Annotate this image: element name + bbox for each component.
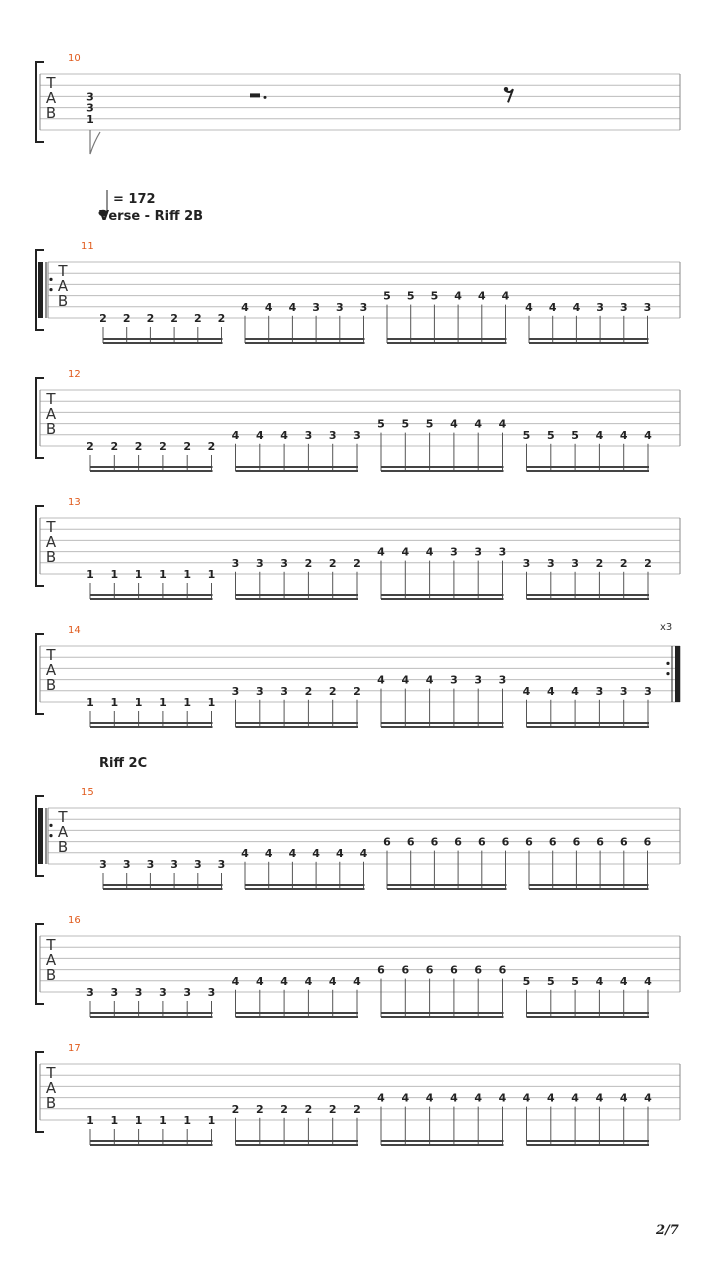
fret-number: 4 bbox=[425, 673, 434, 687]
fret-number: 3 bbox=[110, 986, 119, 999]
tab-clef-letter: B bbox=[45, 548, 57, 566]
fret-number: 2 bbox=[159, 440, 167, 453]
fret-number: 4 bbox=[571, 684, 579, 698]
beam bbox=[90, 722, 213, 724]
fret-number: 4 bbox=[498, 1091, 507, 1105]
fret-number: 3 bbox=[280, 556, 288, 570]
beam bbox=[90, 470, 213, 472]
page-number: 2/7 bbox=[656, 1223, 679, 1238]
fret-number: 1 bbox=[159, 1114, 167, 1127]
tab-clef-letter: A bbox=[45, 951, 57, 969]
fret-number: 2 bbox=[328, 1102, 337, 1116]
fret-number: 6 bbox=[501, 835, 510, 849]
fret-number: 4 bbox=[425, 1091, 434, 1105]
fret-number: 4 bbox=[377, 545, 385, 559]
tab-system-15 bbox=[36, 787, 680, 890]
fret-number: 3 bbox=[183, 986, 192, 999]
half-rest-icon bbox=[250, 93, 260, 97]
fret-number: 3 bbox=[596, 300, 604, 314]
tab-clef-letter: A bbox=[45, 405, 57, 423]
beam bbox=[387, 338, 507, 340]
beam bbox=[381, 470, 504, 472]
fret-number: 4 bbox=[353, 974, 361, 988]
beam bbox=[245, 342, 365, 344]
beam bbox=[527, 1012, 650, 1014]
fret-number: 1 bbox=[183, 1114, 192, 1127]
fret-number: 4 bbox=[280, 974, 288, 988]
beam bbox=[103, 884, 223, 886]
fret-number: 6 bbox=[619, 835, 628, 849]
fret-number: 4 bbox=[474, 417, 483, 431]
fret-number: 3 bbox=[450, 545, 458, 559]
fret-number: 2 bbox=[207, 440, 216, 453]
tab-clef-letter: B bbox=[45, 420, 57, 438]
beam bbox=[236, 594, 359, 596]
fret-number: 2 bbox=[231, 1102, 240, 1116]
tab-system-14 bbox=[36, 622, 680, 728]
fret-number: 6 bbox=[498, 963, 507, 977]
fret-number: 3 bbox=[335, 300, 344, 314]
fret-number: 4 bbox=[548, 300, 557, 314]
fret-number: 2 bbox=[146, 312, 155, 325]
beam bbox=[90, 1140, 213, 1142]
beam bbox=[103, 888, 223, 890]
fret-number: 1 bbox=[207, 1114, 216, 1127]
beam bbox=[381, 466, 504, 468]
tab-clef-letter: B bbox=[45, 676, 57, 694]
fret-number: 4 bbox=[425, 545, 434, 559]
fret-number: 1 bbox=[207, 696, 216, 709]
repeat-dot bbox=[49, 288, 52, 291]
fret-number: 2 bbox=[280, 1102, 288, 1116]
fret-number: 6 bbox=[596, 835, 604, 849]
beam bbox=[387, 884, 507, 886]
fret-number: 4 bbox=[377, 1091, 385, 1105]
fret-number: 3 bbox=[353, 428, 361, 442]
tab-clef-letter: A bbox=[57, 277, 69, 295]
fret-number: 2 bbox=[328, 684, 337, 698]
fret-number: 1 bbox=[134, 696, 143, 709]
fret-number: 2 bbox=[304, 684, 313, 698]
beam bbox=[387, 888, 507, 890]
fret-number: 3 bbox=[643, 300, 652, 314]
note-stem bbox=[90, 130, 100, 154]
beam bbox=[527, 1016, 650, 1018]
fret-number: 6 bbox=[383, 835, 391, 849]
tab-clef-letter: T bbox=[46, 646, 56, 664]
beam bbox=[381, 594, 504, 596]
fret-number: 5 bbox=[430, 289, 439, 303]
fret-number: 5 bbox=[571, 428, 579, 442]
fret-number: 4 bbox=[546, 1091, 555, 1105]
beam bbox=[381, 722, 504, 724]
fret-number: 2 bbox=[353, 556, 361, 570]
measure-number: 11 bbox=[81, 241, 94, 252]
tab-clef-letter: B bbox=[57, 292, 69, 310]
repeat-dot bbox=[49, 824, 52, 827]
tab-system-10 bbox=[36, 53, 680, 154]
beam bbox=[236, 726, 359, 728]
fret-number: 2 bbox=[353, 1102, 361, 1116]
repeat-start-thick-bar bbox=[38, 808, 43, 864]
fret-number: 1 bbox=[183, 696, 192, 709]
tab-system-16 bbox=[36, 915, 680, 1018]
fret-number: 4 bbox=[454, 289, 462, 303]
beam bbox=[527, 594, 650, 596]
tab-system-11 bbox=[36, 241, 680, 344]
beam bbox=[90, 1144, 213, 1146]
tab-clef-letter: T bbox=[46, 518, 56, 536]
measure-number: 13 bbox=[68, 497, 81, 508]
fret-number: 4 bbox=[572, 300, 581, 314]
beam bbox=[236, 722, 359, 724]
fret-number: 4 bbox=[401, 673, 410, 687]
beam bbox=[381, 1144, 504, 1146]
fret-number: 5 bbox=[522, 428, 531, 442]
beam bbox=[236, 1140, 359, 1142]
eighth-rest-icon bbox=[504, 87, 508, 91]
fret-number: 3 bbox=[170, 858, 178, 871]
fret-number: 4 bbox=[619, 1091, 628, 1105]
fret-number: 4 bbox=[522, 1091, 531, 1105]
fret-number: 6 bbox=[548, 835, 557, 849]
fret-number: 1 bbox=[134, 568, 143, 581]
beam bbox=[236, 470, 359, 472]
fret-number: 4 bbox=[231, 974, 240, 988]
fret-number: 3 bbox=[122, 858, 131, 871]
fret-number: 3 bbox=[595, 684, 604, 698]
fret-number: 3 bbox=[522, 556, 531, 570]
fret-number: 2 bbox=[353, 684, 361, 698]
beam bbox=[236, 1012, 359, 1014]
tab-clef-letter: B bbox=[45, 1094, 57, 1112]
fret-number: 3 bbox=[159, 986, 167, 999]
tab-clef-letter: B bbox=[57, 838, 69, 856]
beam bbox=[381, 1012, 504, 1014]
fret-number: 5 bbox=[546, 428, 555, 442]
fret-number: 4 bbox=[231, 428, 240, 442]
tab-clef-letter: A bbox=[45, 89, 57, 107]
fret-number: 6 bbox=[401, 963, 410, 977]
fret-number: 3 bbox=[312, 300, 320, 314]
fret-number: 2 bbox=[619, 556, 628, 570]
fret-number: 4 bbox=[288, 846, 297, 860]
fret-number: 3 bbox=[498, 545, 507, 559]
fret-number: 3 bbox=[498, 673, 507, 687]
tab-clef-letter: A bbox=[45, 533, 57, 551]
fret-number: 4 bbox=[644, 428, 652, 442]
section-label-riff-2c: Riff 2C bbox=[99, 756, 148, 771]
fret-number: 4 bbox=[328, 974, 337, 988]
fret-number: 2 bbox=[304, 1102, 313, 1116]
fret-number: 1 bbox=[110, 568, 119, 581]
beam bbox=[527, 466, 650, 468]
fret-number: 5 bbox=[383, 289, 391, 303]
fret-number: 4 bbox=[525, 300, 533, 314]
fret-number: 1 bbox=[110, 696, 119, 709]
fret-number: 4 bbox=[377, 673, 385, 687]
fret-number: 4 bbox=[401, 1091, 410, 1105]
fret-number: 2 bbox=[183, 440, 192, 453]
fret-number: 4 bbox=[619, 428, 628, 442]
fret-number: 3 bbox=[255, 684, 264, 698]
fret-number: 3 bbox=[619, 300, 628, 314]
tab-clef-letter: T bbox=[58, 262, 68, 280]
fret-number: 3 bbox=[619, 684, 628, 698]
beam bbox=[90, 466, 213, 468]
fret-number: 6 bbox=[477, 835, 486, 849]
fret-number: 2 bbox=[644, 556, 652, 570]
fret-number: 3 bbox=[134, 986, 143, 999]
repeat-end-thick-bar bbox=[675, 646, 680, 702]
beam bbox=[387, 342, 507, 344]
fret-number: 5 bbox=[571, 974, 579, 988]
fret-number: 2 bbox=[304, 556, 313, 570]
tab-clef-letter: T bbox=[46, 936, 56, 954]
fret-number: 3 bbox=[304, 428, 313, 442]
tab-clef-letter: A bbox=[45, 1079, 57, 1097]
repeat-start-thick-bar bbox=[38, 262, 43, 318]
fret-number: 2 bbox=[134, 440, 143, 453]
fret-number: 6 bbox=[406, 835, 415, 849]
fret-number: 1 bbox=[86, 112, 94, 126]
fret-number: 4 bbox=[450, 1091, 458, 1105]
fret-number: 6 bbox=[474, 963, 483, 977]
fret-number: 4 bbox=[644, 1091, 652, 1105]
tab-clef-letter: T bbox=[58, 808, 68, 826]
fret-number: 2 bbox=[99, 312, 107, 325]
fret-number: 4 bbox=[359, 846, 368, 860]
beam bbox=[90, 594, 213, 596]
fret-number: 2 bbox=[595, 556, 604, 570]
fret-number: 4 bbox=[619, 974, 628, 988]
tab-clef-letter: A bbox=[57, 823, 69, 841]
fret-number: 6 bbox=[425, 963, 434, 977]
fret-number: 4 bbox=[450, 417, 458, 431]
fret-number: 3 bbox=[255, 556, 264, 570]
fret-number: 2 bbox=[86, 440, 94, 453]
fret-number: 3 bbox=[474, 673, 483, 687]
section-label-verse: Verse - Riff 2B bbox=[99, 209, 204, 224]
beam bbox=[236, 1016, 359, 1018]
fret-number: 6 bbox=[450, 963, 458, 977]
beam bbox=[527, 598, 650, 600]
beam bbox=[529, 884, 649, 886]
beam bbox=[527, 722, 650, 724]
fret-number: 6 bbox=[454, 835, 462, 849]
beam bbox=[90, 1012, 213, 1014]
fret-number: 6 bbox=[525, 835, 533, 849]
fret-number: 4 bbox=[595, 1091, 604, 1105]
fret-number: 6 bbox=[643, 835, 652, 849]
fret-number: 4 bbox=[498, 417, 507, 431]
beam bbox=[381, 1016, 504, 1018]
fret-number: 5 bbox=[406, 289, 415, 303]
fret-number: 4 bbox=[241, 300, 249, 314]
beam bbox=[527, 470, 650, 472]
beam bbox=[245, 884, 365, 886]
beam bbox=[236, 598, 359, 600]
fret-number: 4 bbox=[571, 1091, 579, 1105]
fret-number: 3 bbox=[571, 556, 579, 570]
measure-number: 12 bbox=[68, 369, 81, 380]
fret-number: 4 bbox=[477, 289, 486, 303]
fret-number: 4 bbox=[501, 289, 510, 303]
tempo-value: = 172 bbox=[113, 192, 156, 207]
beam bbox=[527, 726, 650, 728]
fret-number: 3 bbox=[86, 101, 94, 115]
fret-number: 4 bbox=[595, 974, 604, 988]
fret-number: 2 bbox=[110, 440, 119, 453]
repeat-dot bbox=[666, 662, 669, 665]
beam bbox=[381, 726, 504, 728]
fret-number: 1 bbox=[134, 1114, 143, 1127]
beam bbox=[236, 466, 359, 468]
fret-number: 2 bbox=[255, 1102, 264, 1116]
fret-number: 2 bbox=[122, 312, 131, 325]
fret-number: 1 bbox=[86, 1114, 94, 1127]
tab-system-13 bbox=[36, 497, 680, 600]
fret-number: 5 bbox=[377, 417, 385, 431]
fret-number: 4 bbox=[522, 684, 531, 698]
tab-clef-letter: B bbox=[45, 104, 57, 122]
fret-number: 2 bbox=[170, 312, 178, 325]
tab-clef-letter: T bbox=[46, 1064, 56, 1082]
beam bbox=[245, 338, 365, 340]
fret-number: 5 bbox=[425, 417, 434, 431]
fret-number: 6 bbox=[430, 835, 439, 849]
fret-number: 3 bbox=[450, 673, 458, 687]
fret-number: 2 bbox=[328, 556, 337, 570]
fret-number: 4 bbox=[241, 846, 249, 860]
beam bbox=[381, 598, 504, 600]
tab-clef-letter: T bbox=[46, 74, 56, 92]
fret-number: 4 bbox=[474, 1091, 483, 1105]
fret-number: 3 bbox=[193, 858, 202, 871]
fret-number: 3 bbox=[217, 858, 226, 871]
tab-system-17 bbox=[36, 1043, 680, 1146]
beam bbox=[529, 888, 649, 890]
fret-number: 4 bbox=[255, 428, 264, 442]
repeat-dot bbox=[49, 278, 52, 281]
fret-number: 1 bbox=[207, 568, 216, 581]
fret-number: 1 bbox=[183, 568, 192, 581]
measure-number: 14 bbox=[68, 625, 81, 636]
beam bbox=[103, 338, 223, 340]
fret-number: 6 bbox=[572, 835, 581, 849]
fret-number: 3 bbox=[474, 545, 483, 559]
fret-number: 6 bbox=[377, 963, 385, 977]
fret-number: 3 bbox=[280, 684, 288, 698]
fret-number: 3 bbox=[86, 986, 94, 999]
measure-number: 16 bbox=[68, 915, 81, 926]
fret-number: 3 bbox=[328, 428, 337, 442]
fret-number: 4 bbox=[304, 974, 313, 988]
fret-number: 4 bbox=[401, 545, 410, 559]
beam bbox=[529, 342, 649, 344]
rest-dot bbox=[264, 96, 267, 99]
beam bbox=[527, 1140, 650, 1142]
measure-number: 15 bbox=[81, 787, 94, 798]
tab-clef-letter: A bbox=[45, 661, 57, 679]
fret-number: 3 bbox=[546, 556, 555, 570]
fret-number: 3 bbox=[231, 556, 240, 570]
beam bbox=[236, 1144, 359, 1146]
tab-clef-letter: B bbox=[45, 966, 57, 984]
fret-number: 4 bbox=[264, 300, 273, 314]
fret-number: 1 bbox=[159, 696, 167, 709]
fret-number: 1 bbox=[86, 568, 94, 581]
fret-number: 4 bbox=[335, 846, 344, 860]
fret-number: 2 bbox=[193, 312, 202, 325]
beam bbox=[90, 726, 213, 728]
fret-number: 5 bbox=[522, 974, 531, 988]
fret-number: 4 bbox=[255, 974, 264, 988]
repeat-dot bbox=[49, 834, 52, 837]
fret-number: 3 bbox=[146, 858, 155, 871]
fret-number: 3 bbox=[359, 300, 368, 314]
fret-number: 1 bbox=[86, 696, 94, 709]
fret-number: 3 bbox=[99, 858, 107, 871]
beam bbox=[245, 888, 365, 890]
beam bbox=[90, 598, 213, 600]
fret-number: 4 bbox=[312, 846, 320, 860]
beam bbox=[103, 342, 223, 344]
fret-number: 5 bbox=[401, 417, 410, 431]
fret-number: 1 bbox=[159, 568, 167, 581]
fret-number: 2 bbox=[217, 312, 226, 325]
beam bbox=[90, 1016, 213, 1018]
measure-number: 17 bbox=[68, 1043, 81, 1054]
tab-clef-letter: T bbox=[46, 390, 56, 408]
fret-number: 5 bbox=[546, 974, 555, 988]
tab-system-12 bbox=[36, 369, 680, 472]
repeat-dot bbox=[666, 672, 669, 675]
fret-number: 4 bbox=[644, 974, 652, 988]
fret-number: 1 bbox=[110, 1114, 119, 1127]
fret-number: 3 bbox=[231, 684, 240, 698]
measure-number: 10 bbox=[68, 53, 81, 64]
fret-number: 3 bbox=[644, 684, 652, 698]
fret-number: 4 bbox=[280, 428, 288, 442]
fret-number: 4 bbox=[546, 684, 555, 698]
fret-number: 3 bbox=[86, 90, 94, 104]
fret-number: 4 bbox=[595, 428, 604, 442]
repeat-count: x3 bbox=[660, 622, 673, 633]
fret-number: 4 bbox=[288, 300, 297, 314]
beam bbox=[381, 1140, 504, 1142]
beam bbox=[527, 1144, 650, 1146]
beam bbox=[529, 338, 649, 340]
fret-number: 4 bbox=[264, 846, 273, 860]
fret-number: 3 bbox=[207, 986, 216, 999]
